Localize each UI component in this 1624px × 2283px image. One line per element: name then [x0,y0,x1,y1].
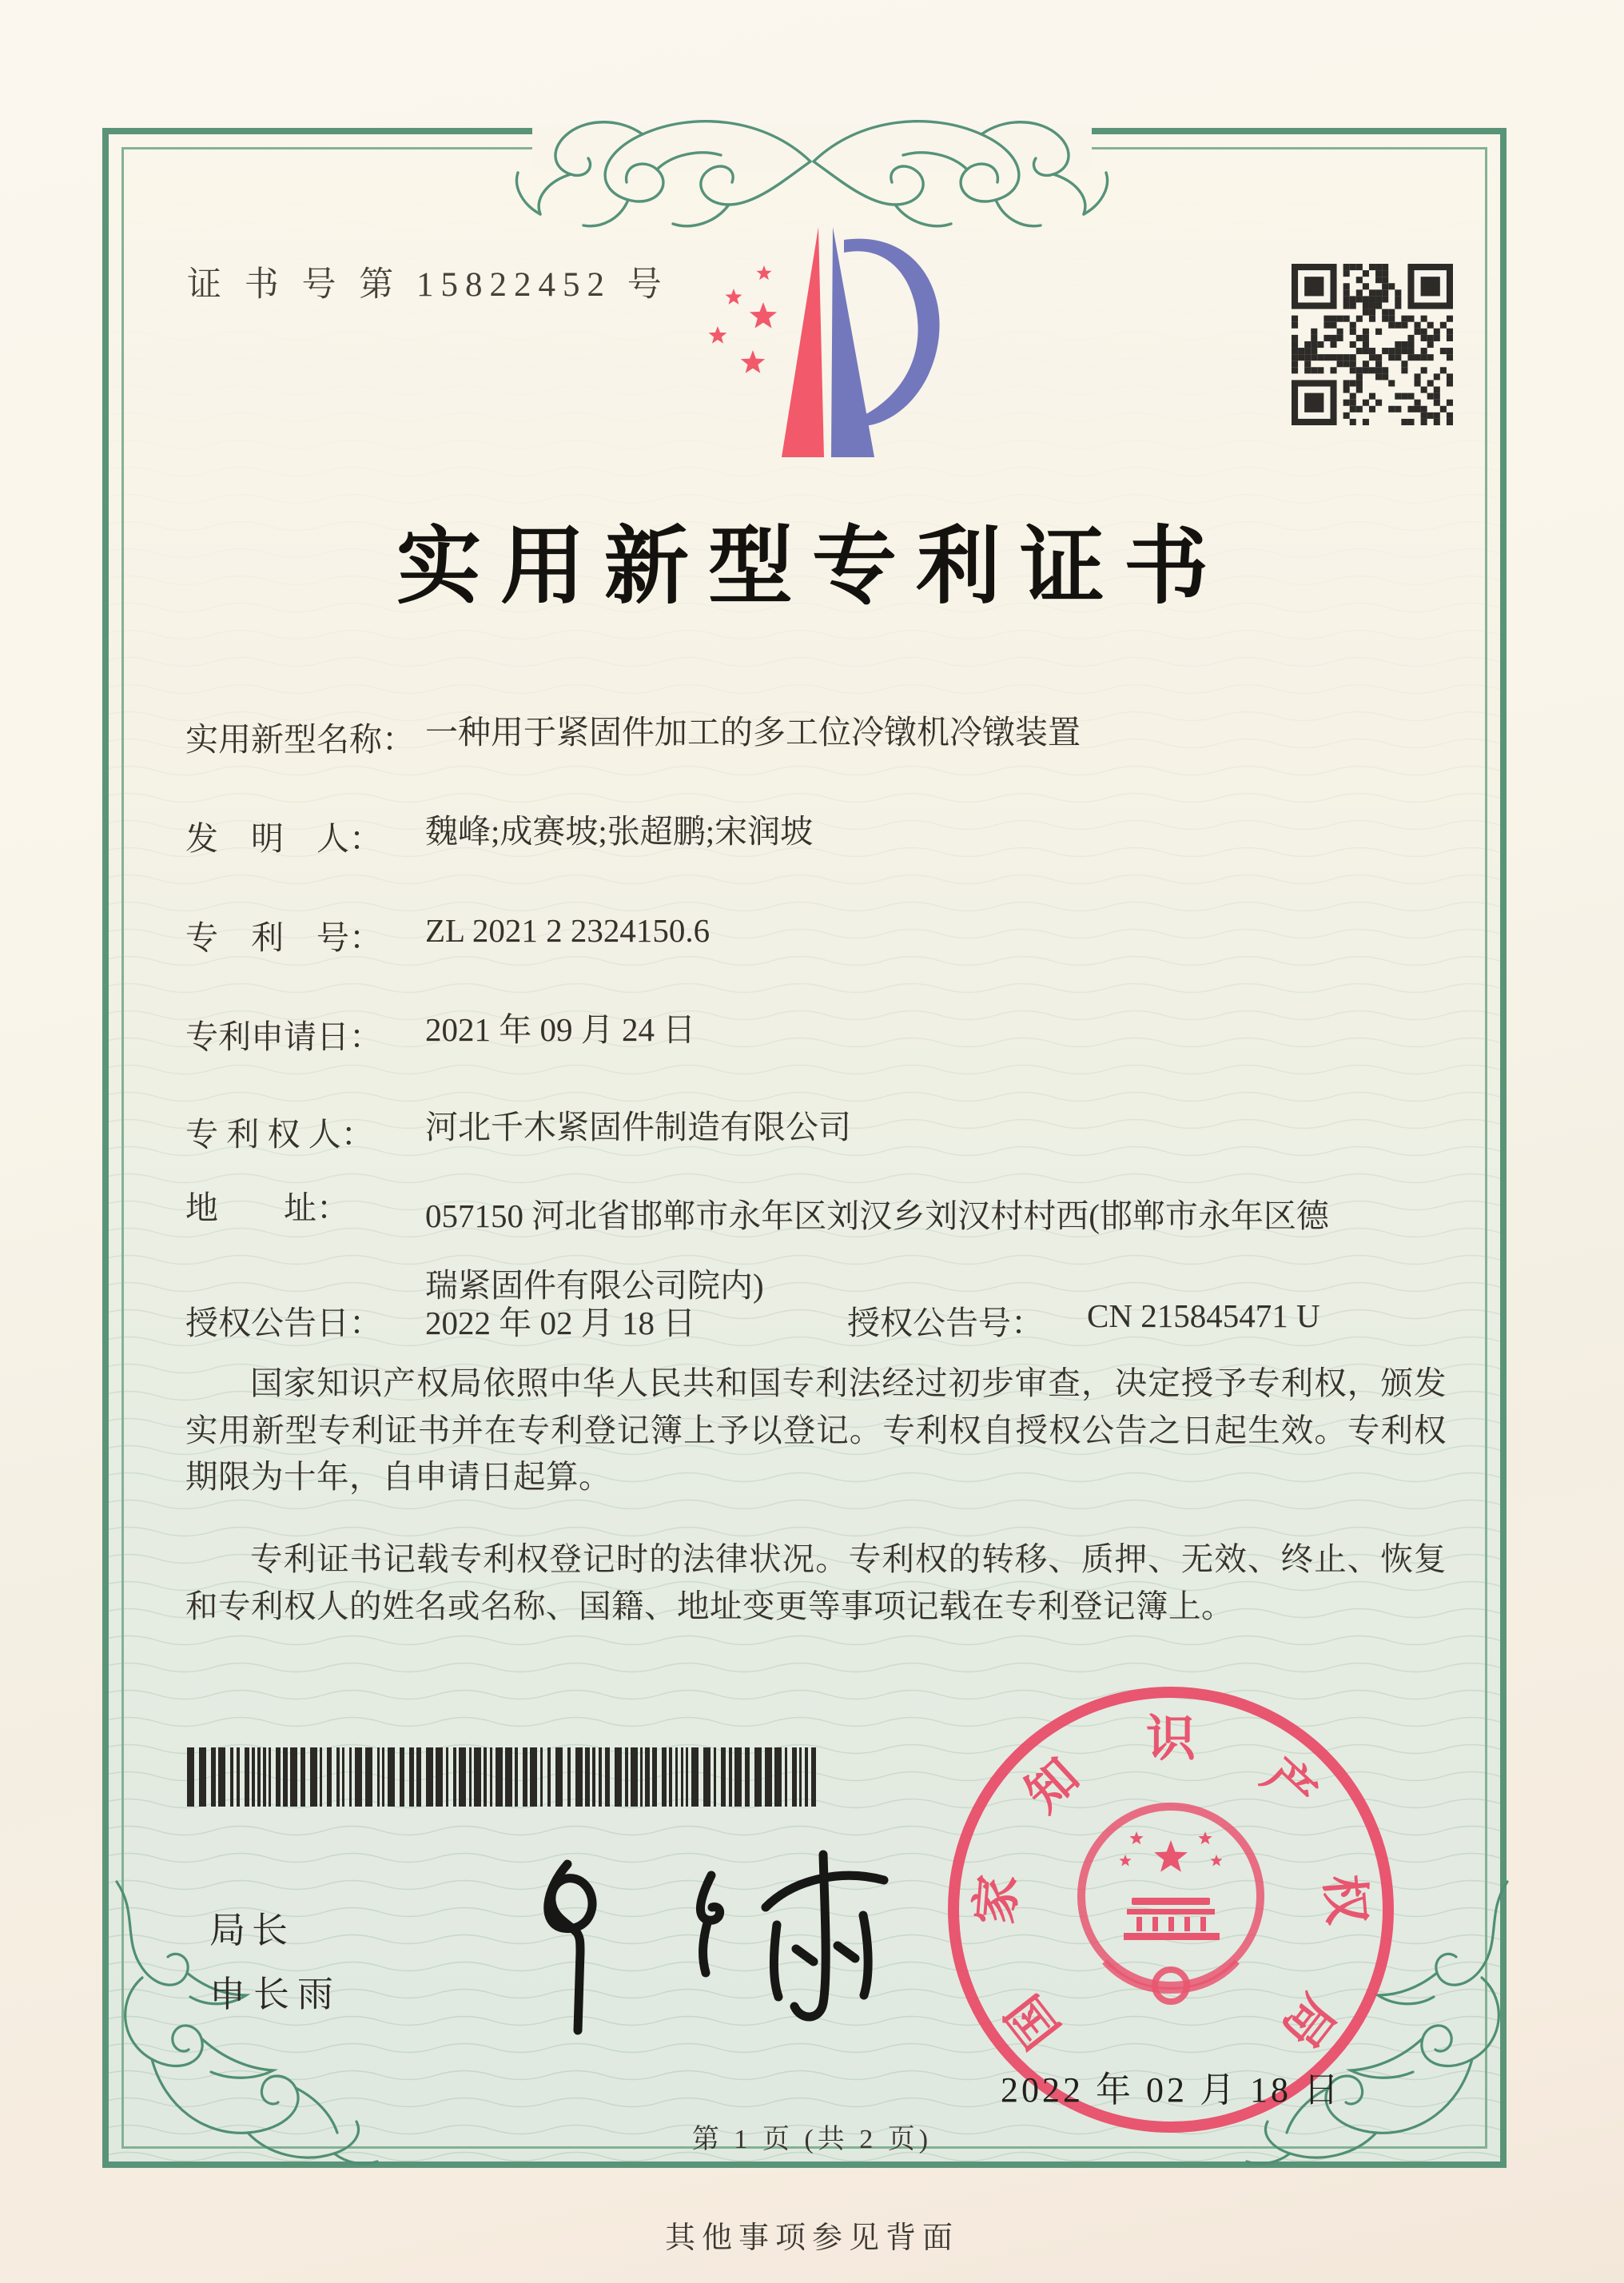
svg-text:局: 局 [1271,1984,1345,2058]
commissioner-name: 申长雨 [209,1974,342,2014]
svg-text:家: 家 [968,1872,1027,1926]
field-label: 专 利 权 人： [185,1116,374,1153]
grant-number-label: 授权公告号： [847,1305,1044,1341]
field-utility-model-name [185,713,1458,760]
grant-date-value: 2022 年 02 月 18 日 [425,1305,696,1341]
field-application-date [185,1010,1458,1058]
footer-note: 其他事项参见背面 [664,2221,959,2255]
field-label: 专利申请日： [185,1018,382,1055]
field-label: 发 明 人： [185,820,382,857]
seal-date: 2022 年 02 月 18 日 [1001,2070,1342,2110]
field-value: 057150 河北省邯郸市永年区刘汉乡刘汉村村西(邯郸市永年区德瑞紧固件有限公司院内) [425,1197,1329,1304]
grant-number-value: CN 215845471 U [1087,1297,1320,1334]
barcode [185,1747,825,1807]
svg-text:国: 国 [997,1984,1071,2058]
field-label: 地 址： [185,1189,349,1226]
cnipa-logo-icon [684,217,948,481]
field-inventors [185,812,1458,859]
certificate-number: 证 书 号 第 15822452 号 [187,266,669,304]
field-patent-number [185,911,1458,958]
field-label: 实用新型名称： [185,721,415,758]
legal-paragraph-1: 国家知识产权局依照中华人民共和国专利法经过初步审查，决定授予专利权，颁发实用新型专利证书并在专利登记簿上予以登记。专利权自授权公告之日起生效。专利权期限为十年，自申请日起算。 [185,1365,1447,1496]
certificate-title: 实用新型专利证书 [396,520,1228,614]
page-number: 第 1 页 (共 2 页) [691,2125,933,2154]
field-value: 河北千木紧固件制造有限公司 [425,1109,851,1145]
svg-text:知: 知 [1016,1748,1090,1823]
svg-text:权: 权 [1315,1872,1374,1926]
grant-date-label: 授权公告日： [185,1305,382,1341]
field-value: 2021 年 09 月 24 日 [425,1011,696,1048]
legal-text-block [185,1361,1447,1666]
field-label: 专 利 号： [185,919,382,956]
commissioner-signature [473,1829,937,2053]
field-value: 魏峰;成赛坡;张超鹏;宋润坡 [425,813,814,850]
field-value: ZL 2021 2 2324150.6 [425,912,710,949]
svg-text:产: 产 [1252,1748,1326,1823]
field-grant-row [185,1297,1458,1344]
commissioner-title: 局长 [209,1910,295,1950]
field-patentee [185,1108,1458,1155]
legal-paragraph-2: 专利证书记载专利权登记时的法律状况。专利权的转移、质押、无效、终止、恢复和专利权人的姓名或名称、国籍、地址变更等事项记载在专利登记簿上。 [185,1541,1447,1624]
qr-code [1292,264,1453,425]
national-emblem-icon [1081,1807,1260,2002]
field-value: 一种用于紧固件加工的多工位冷镦机冷镦装置 [425,714,1081,751]
svg-text:识: 识 [1145,1712,1196,1767]
